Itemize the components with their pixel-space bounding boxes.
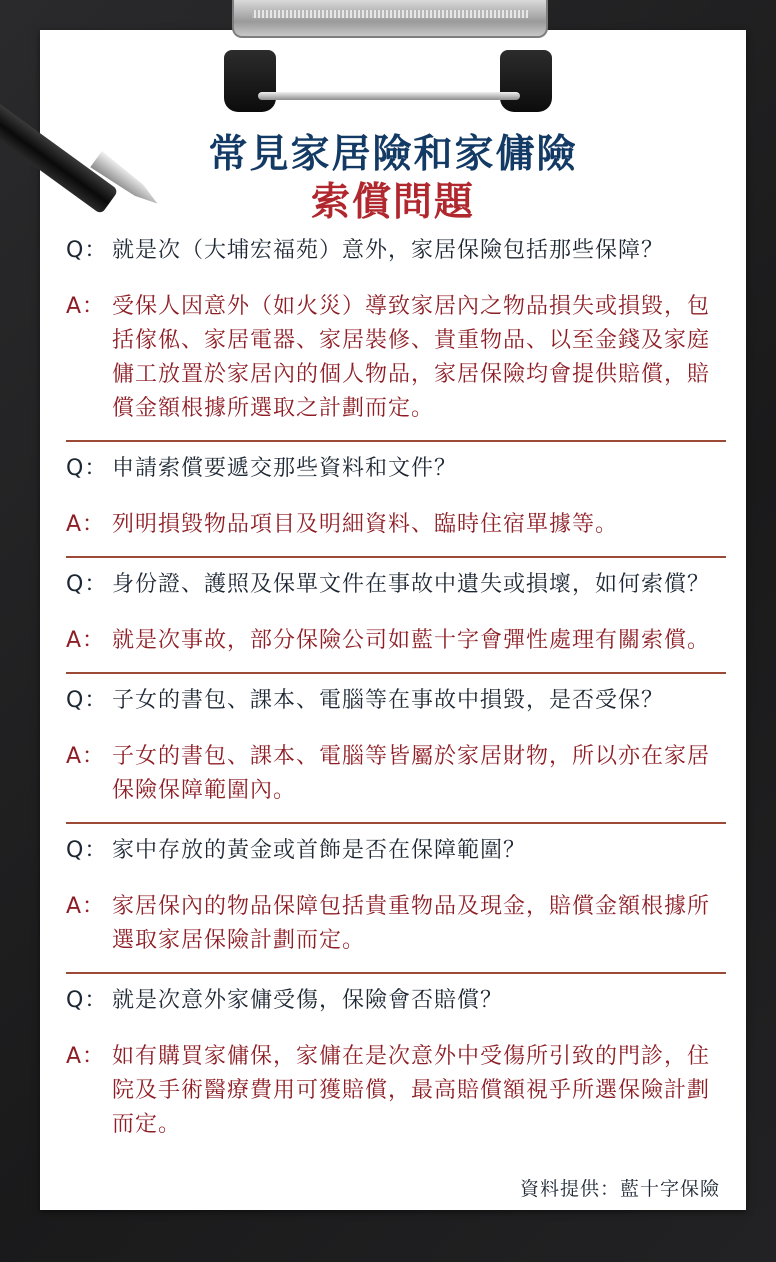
divider [66,440,726,442]
question-6 [66,984,726,1018]
page-title: 常見家居險和家傭險 [208,132,578,177]
a-tag: A： [66,744,106,769]
divider [66,822,726,824]
q-tag: Q： [66,572,108,597]
answer-text: 家居保內的物品保障包括貴重物品及現金，賠償金額根據所選取家居保險計劃而定。 [112,894,711,953]
clip-foot-right [500,50,552,112]
clipboard-clip [232,0,548,38]
a-tag: A： [66,294,106,319]
answer-text: 子女的書包、課本、電腦等皆屬於家居財物，所以亦在家居保險保障範圍內。 [112,744,711,803]
source-credit: 資料提供：藍十字保險 [519,1178,720,1200]
q-tag: Q： [66,688,108,713]
question-2 [66,452,726,486]
question-4 [66,684,726,718]
q-tag: Q： [66,456,108,481]
question-text: 家中存放的黃金或首飾是否在保障範圍？ [112,838,527,863]
answer-5 [66,890,726,958]
question-5 [66,834,726,868]
answer-text: 列明損毀物品項目及明細資料、臨時住宿單據等。 [112,512,619,537]
clip-foot-left [224,50,276,112]
q-tag: Q： [66,988,108,1013]
answer-text: 如有購買家傭保，家傭在是次意外中受傷所引致的門診，住院及手術醫療費用可獲賠償，最高賠償額視乎所選保險計劃而定。 [112,1044,711,1137]
question-3 [66,568,726,602]
question-text: 申請索償要遞交那些資料和文件？ [112,456,458,481]
qa-list [66,234,726,1142]
a-tag: A： [66,1044,106,1069]
clip-wire [258,92,520,100]
divider [66,672,726,674]
page-subtitle: 索償問題 [310,180,475,225]
answer-text: 就是次事故，部分保險公司如藍十字會彈性處理有關索償。 [112,628,711,653]
question-1 [66,234,726,268]
answer-3 [66,624,726,658]
question-text: 子女的書包、課本、電腦等在事故中損毀，是否受保？ [112,688,665,713]
question-text: 就是次（大埔宏福苑）意外，家居保險包括那些保障？ [112,238,665,263]
a-tag: A： [66,894,106,919]
question-text: 身份證、護照及保單文件在事故中遺失或損壞，如何索償？ [112,572,711,597]
divider [66,556,726,558]
answer-1 [66,290,726,426]
q-tag: Q： [66,238,108,263]
answer-4 [66,740,726,808]
answer-text: 受保人因意外（如火災）導致家居內之物品損失或損毀，包括傢俬、家居電器、家居裝修、貴重物品、以至金錢及家庭傭工放置於家居內的個人物品，家居保險均會提供賠償，賠償金額根據所選取之計劃而定。 [112,294,711,421]
q-tag: Q： [66,838,108,863]
a-tag: A： [66,628,106,653]
answer-2 [66,508,726,542]
divider [66,972,726,974]
question-text: 就是次意外家傭受傷，保險會否賠償？ [112,988,504,1013]
a-tag: A： [66,512,106,537]
answer-6 [66,1040,726,1142]
